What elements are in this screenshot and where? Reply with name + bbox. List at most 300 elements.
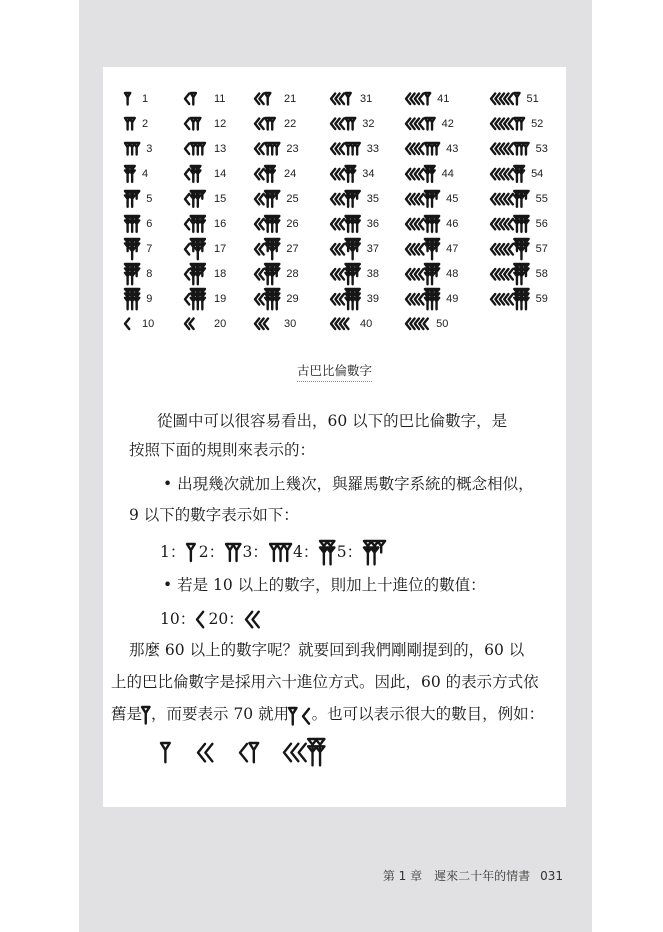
numeral-value: 21 [284,93,297,105]
cuneiform-glyph-1 [125,93,131,105]
numeral-entry [491,89,539,109]
cuneiform-glyph-56-strokes [491,216,529,232]
numeral-glyph [125,191,139,207]
cuneiform-glyph-54 [491,166,524,182]
cuneiform-glyph-53 [491,143,529,155]
numeral-value: 9 [146,293,153,305]
numeral-entry [125,264,152,284]
cuneiform-glyph-30-strokes [255,319,268,330]
numeral-glyph [406,216,439,232]
cuneiform-glyph-60 [142,707,151,724]
numeral-value: 28 [286,268,299,280]
numeral-value: 32 [362,118,375,130]
numeral-glyph [185,239,207,260]
cuneiform-glyph-48-strokes [406,264,439,284]
numeral-entry [406,139,458,159]
numeral-value: 1 [142,93,149,105]
numeral-entry [331,214,379,234]
cuneiform-glyph-8 [125,264,139,285]
cuneiform-glyph-37 [331,239,360,260]
numeral-value: 41 [437,93,450,105]
cuneiform-glyph-4 [320,541,334,565]
cuneiform-glyph-37-strokes [331,239,360,259]
example-separator: ： [302,543,319,561]
line3-part-c: 。也可以表示很大的數目，例如： [311,705,545,723]
numeral-value: 59 [535,293,548,305]
example-separator: ： [208,543,225,561]
example-separator: ： [252,543,268,561]
cuneiform-glyph-59-strokes [491,289,529,309]
bullet-2: • 若是 10 以上的數字，則加上十進位的數值： [163,576,486,594]
numeral-value: 15 [214,193,227,205]
numeral-value: 36 [366,218,380,230]
cuneiform-glyph-3-strokes [125,143,139,155]
cuneiform-glyph-52-strokes [491,118,524,130]
numeral-entry [331,314,372,334]
cuneiform-glyph-45-strokes [406,191,439,207]
numeral-glyph [331,93,353,105]
numeral-value: 8 [146,268,153,280]
numeral-value: 22 [284,118,297,130]
cuneiform-glyph-24 [255,166,275,182]
cuneiform-glyph-23 [255,143,279,155]
cuneiform-glyph-44-strokes [406,166,435,182]
cuneiform-glyph-56 [491,216,529,232]
cuneiform-glyph-12 [185,118,200,130]
numeral-value: 58 [535,268,548,280]
cuneiform-glyph-33 [331,143,360,155]
example-number: 4 [292,543,303,561]
numeral-glyph [331,166,355,182]
numeral-entry [406,314,448,334]
numeral-entry [185,189,226,209]
numeral-glyph [491,118,524,130]
numeral-entry [185,164,226,184]
numeral-entry [491,289,548,309]
large-number-example [161,739,351,766]
cuneiform-glyph-53-strokes [491,143,529,155]
page-footer [0,867,563,884]
cuneiform-glyph-4-strokes [125,166,135,182]
cuneiform-glyph-10 [125,318,131,330]
cuneiform-glyph-10-strokes [125,319,129,330]
example-glyph [364,541,385,565]
numeral-entry [406,89,449,109]
numeral-entry [125,89,148,109]
tens-example [160,607,262,631]
numeral-entry [491,264,548,284]
numeral-glyph [255,216,279,232]
cuneiform-glyph-19 [185,289,205,310]
line3-part-a: 舊是 [111,705,143,723]
cuneiform-glyph-35 [331,191,360,207]
numeral-glyph [406,318,429,330]
numeral-value: 18 [214,268,227,280]
numeral-glyph [125,118,135,130]
numeral-glyph [331,118,355,130]
cuneiform-glyph-1 [187,544,196,561]
units-example [160,540,387,565]
example-glyph [197,611,206,628]
cuneiform-glyph-35-strokes [331,191,360,207]
cuneiform-glyph-49-strokes [406,289,439,309]
cuneiform-glyph-21 [255,93,270,105]
paragraph-1-line-1: 從圖中可以很容易看出，60 以下的巴比倫數字，是 [157,412,508,430]
example-separator: ： [228,610,244,628]
numeral-entry [331,164,375,184]
numeral-entry [185,239,226,259]
line3-part-b: ，而要表示 70 就用 [151,705,290,723]
numeral-value: 12 [214,118,227,130]
cuneiform-glyph-20 [246,611,261,628]
numeral-entry [406,164,454,184]
example-separator: ： [169,543,186,561]
numeral-glyph [125,143,139,155]
numeral-entry [255,164,296,184]
cuneiform-glyph-23-strokes [255,143,279,155]
numeral-value: 24 [284,168,297,180]
paragraph-2-line-2: 上的巴比倫數字是採用六十進位方式。因此，60 的表示方式依 [111,673,539,691]
numeral-value: 16 [214,218,227,230]
cuneiform-glyph-2-strokes [125,118,135,130]
numeral-entry [185,89,225,109]
large-example-digit-4-part-1-strokes [284,739,324,765]
numeral-glyph [255,143,279,155]
numeral-glyph [255,289,279,310]
numeral-glyph [125,166,135,182]
numeral-value: 13 [214,143,227,155]
numeral-value: 34 [362,168,375,180]
cuneiform-glyph-20-strokes [185,319,194,330]
cuneiform-glyph-58-strokes [491,264,529,284]
cuneiform-glyph-54-strokes [491,166,524,182]
numeral-value: 37 [366,243,380,255]
example-separator: ： [346,543,363,561]
cuneiform-glyph-26 [255,216,279,232]
cuneiform-glyph-34 [331,166,355,182]
numeral-entry [331,139,379,159]
numeral-value: 43 [446,143,459,155]
numeral-glyph [491,216,529,232]
footer-chapter: 第 1 章 遲來二十年的情書 [382,869,531,883]
numeral-entry [331,114,375,134]
cuneiform-glyph-26-strokes [255,216,279,232]
numeral-glyph [491,239,529,260]
numeral-value: 57 [535,243,548,255]
numeral-glyph [185,191,207,207]
numeral-entry [255,89,296,109]
cuneiform-glyph-10-strokes [197,612,203,628]
numeral-value: 38 [366,268,380,280]
cuneiform-glyph-47 [406,239,439,260]
numeral-value: 53 [535,143,548,155]
example-glyph [320,541,334,565]
cuneiform-glyph-42 [406,118,435,130]
numeral-entry [255,264,299,284]
numeral-value: 11 [214,93,226,105]
cuneiform-glyph-51-strokes [491,93,520,105]
large-example-digit-3 [240,743,258,762]
example-number: 1 [160,543,170,561]
cuneiform-glyph-30 [255,318,269,330]
numeral-entry [406,264,458,284]
paragraph-2-line-1: 那麼 60 以上的數字呢？就要回到我們剛剛提到的，60 以 [129,641,525,659]
large-example-digit-3-part-1 [240,743,258,762]
cuneiform-glyph-31-strokes [331,93,351,105]
cuneiform-glyph-1-strokes [125,93,130,105]
numeral-glyph [185,216,207,232]
cuneiform-60-glyph [142,707,151,724]
numeral-glyph [185,118,207,130]
numeral-glyph [125,216,139,232]
numeral-entry [331,89,372,109]
numeral-entry [491,214,548,234]
numeral-entry [185,214,226,234]
numeral-entry [185,139,226,159]
cuneiform-glyph-5 [125,191,139,207]
cuneiform-glyph-15 [185,191,205,207]
bullet-1-line-2: 9 以下的數字表示如下： [129,506,299,524]
cuneiform-glyph-22 [255,118,275,130]
cuneiform-glyph-31 [331,93,351,105]
numeral-value: 51 [526,93,539,105]
cuneiform-glyph-3 [125,143,139,155]
cuneiform-glyph-47-strokes [406,239,439,259]
cuneiform-glyph-55-strokes [491,191,529,207]
numeral-value: 33 [366,143,380,155]
cuneiform-glyph-6-strokes [125,216,139,232]
cuneiform-glyph-21-strokes [255,93,270,105]
cuneiform-glyph-19-strokes [185,289,205,309]
numeral-glyph [255,166,277,182]
example-glyph [187,544,196,561]
cuneiform-glyph-13-strokes [185,143,205,155]
cuneiform-glyph-50-strokes [406,319,428,330]
numeral-glyph [125,93,135,105]
numeral-entry [331,189,379,209]
paragraph-2-line-3 [111,702,544,727]
numeral-glyph [125,239,139,260]
cuneiform-glyph-36-strokes [331,216,360,232]
numeral-glyph [125,264,139,285]
cuneiform-glyph-27-strokes [255,239,279,259]
cuneiform-glyph-24-strokes [255,166,275,182]
numeral-value: 10 [142,318,155,330]
numeral-entry [125,139,152,159]
cuneiform-glyph-48 [406,264,439,285]
cuneiform-glyph-43-strokes [406,143,439,155]
numeral-value: 55 [535,193,548,205]
numeral-entry [125,214,152,234]
numeral-value: 42 [441,118,454,130]
example-number: 10 [160,610,180,628]
numeral-value: 47 [446,243,459,255]
numeral-glyph [491,166,524,182]
numeral-entry [406,214,458,234]
numeral-entry [255,189,299,209]
numeral-value: 2 [142,118,149,130]
example-glyph [270,544,291,561]
cuneiform-glyph-28 [255,264,279,285]
numeral-entry [255,239,299,259]
numeral-entry [255,314,296,334]
numeral-glyph [406,289,439,310]
cuneiform-glyph-42-strokes [406,118,435,130]
cuneiform-glyph-29 [255,289,279,310]
large-example-digit-4-part-1 [284,739,324,766]
numeral-entry [125,114,148,134]
cuneiform-glyph-70-part-1 [289,708,298,725]
numeral-entry [255,114,296,134]
numeral-glyph [255,239,279,260]
cuneiform-glyph-7 [125,239,139,260]
numeral-glyph [255,264,279,285]
large-example-digit-2-part-1 [198,743,214,762]
cuneiform-glyph-16-strokes [185,216,205,232]
cuneiform-glyph-32 [331,118,355,130]
cuneiform-glyph-39 [331,289,360,310]
numeral-value: 17 [214,243,227,255]
numeral-value: 49 [446,293,459,305]
numeral-glyph [331,289,360,310]
numeral-glyph [491,93,520,105]
cuneiform-glyph-59 [491,289,529,310]
cuneiform-glyph-70-part-1-strokes [289,708,297,725]
numeral-glyph [491,191,529,207]
example-glyph [226,544,240,561]
numeral-glyph [185,143,207,155]
numeral-glyph [491,289,529,310]
cuneiform-glyph-40-strokes [331,319,348,330]
numeral-glyph [406,264,439,285]
cuneiform-glyph-34-strokes [331,166,355,182]
cuneiform-glyph-46-strokes [406,216,439,232]
numeral-glyph [406,239,439,260]
cuneiform-glyph-5-strokes [364,541,385,564]
numeral-glyph [185,93,207,105]
numeral-entry [255,214,299,234]
numeral-value: 54 [531,168,544,180]
numeral-entry [185,289,226,309]
numeral-value: 30 [284,318,297,330]
cuneiform-glyph-2-strokes [226,544,240,561]
cuneiform-glyph-70-part-2-strokes [303,709,309,724]
numeral-entry [406,239,458,259]
cuneiform-glyph-13 [185,143,205,155]
cuneiform-glyph-43 [406,143,439,155]
cuneiform-glyph-49 [406,289,439,310]
cuneiform-glyph-44 [406,166,435,182]
cuneiform-glyph-28-strokes [255,264,279,284]
numeral-glyph [331,216,360,232]
cuneiform-glyph-18 [185,264,205,285]
numeral-glyph [331,239,360,260]
cuneiform-glyph-15-strokes [185,191,205,207]
cuneiform-glyph-2 [125,118,135,130]
table-caption [103,360,566,379]
large-example-digit-2-part-1-strokes [198,744,212,762]
cuneiform-glyph-4 [125,166,135,182]
cuneiform-glyph-2 [226,544,240,561]
numeral-entry [491,139,548,159]
cuneiform-glyph-20 [185,318,195,330]
cuneiform-glyph-6 [125,216,139,232]
numeral-glyph [406,118,435,130]
example-number: 2 [198,543,209,561]
numeral-glyph [125,289,139,310]
cuneiform-glyph-57 [491,239,529,260]
table-caption-text: 古巴比倫數字 [297,363,372,382]
example-number: 20 [208,610,229,628]
numeral-entry [406,289,458,309]
example-glyph [246,611,261,628]
numeral-value: 19 [214,293,227,305]
cuneiform-glyph-50 [406,318,429,330]
numeral-value: 31 [360,93,373,105]
numeral-value: 26 [286,218,299,230]
numeral-value: 3 [146,143,153,155]
cuneiform-glyph-17 [185,239,205,260]
numeral-entry [185,114,226,134]
numeral-value: 5 [146,193,153,205]
numeral-value: 20 [214,318,227,330]
numeral-value: 7 [146,243,153,255]
cuneiform-glyph-20-strokes [246,612,259,628]
cuneiform-glyph-22-strokes [255,118,275,130]
cuneiform-glyph-8-strokes [125,264,139,284]
numeral-glyph [185,264,207,285]
cuneiform-glyph-9-strokes [125,289,139,309]
numeral-value: 14 [214,168,227,180]
numeral-glyph [331,143,360,155]
numeral-glyph [331,318,353,330]
cuneiform-glyph-38 [331,264,360,285]
cuneiform-glyph-16 [185,216,205,232]
cuneiform-glyph-10 [197,611,206,628]
numeral-entry [185,314,226,334]
cuneiform-glyph-55 [491,191,529,207]
cuneiform-glyph-29-strokes [255,289,279,309]
cuneiform-glyph-41-strokes [406,93,430,105]
numeral-glyph [125,318,135,330]
cuneiform-glyph-52 [491,118,524,130]
cuneiform-glyph-1-strokes [187,544,195,561]
numeral-glyph [491,143,529,155]
numeral-glyph [185,289,207,310]
numeral-glyph [406,191,439,207]
numeral-value: 48 [446,268,459,280]
cuneiform-glyph-46 [406,216,439,232]
numeral-value: 6 [146,218,153,230]
numeral-value: 45 [446,193,459,205]
numeral-glyph [406,166,435,182]
large-example-digit-1-part-1 [161,743,172,762]
cuneiform-glyph-17-strokes [185,239,205,259]
numeral-value: 40 [360,318,373,330]
cuneiform-glyph-11-strokes [185,93,196,105]
numeral-glyph [406,93,430,105]
cuneiform-glyph-45 [406,191,439,207]
cuneiform-glyph-11 [185,93,196,105]
cuneiform-glyph-38-strokes [331,264,360,284]
numeral-entry [491,239,548,259]
numeral-entry [406,189,458,209]
numeral-glyph [255,318,277,330]
numeral-value: 25 [286,193,299,205]
numeral-value: 56 [535,218,548,230]
numeral-entry [331,264,379,284]
cuneiform-glyph-18-strokes [185,264,205,284]
